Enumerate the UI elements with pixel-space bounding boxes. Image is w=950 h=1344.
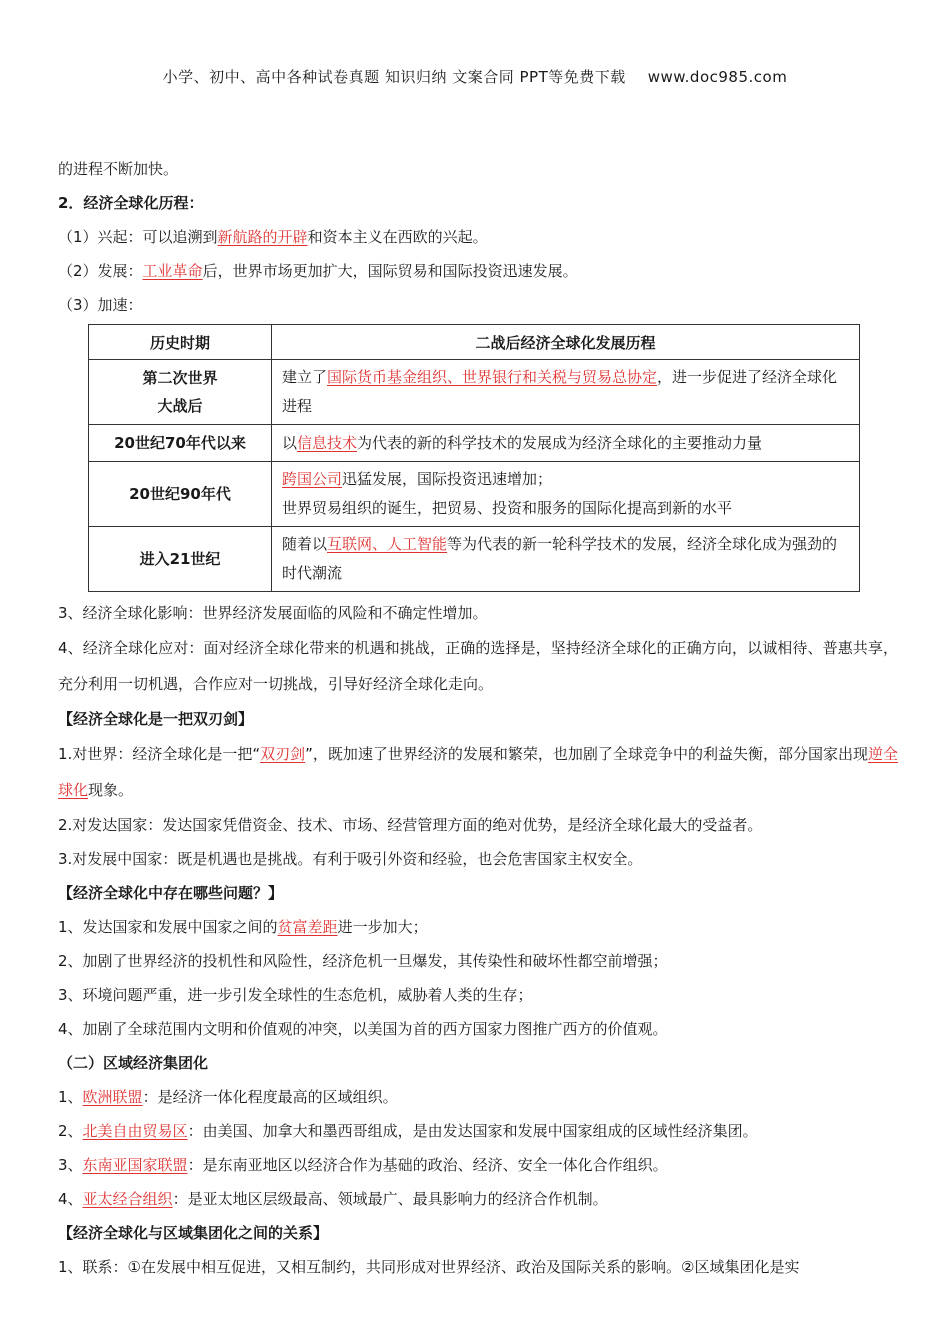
table-row — [89, 462, 860, 527]
problem-item: 4、加剧了全球范围内文明和价值观的冲突，以美国为首的西方国家力图推广西方的价值观。 — [58, 1020, 668, 1038]
keyword: 双刃剑 — [260, 745, 306, 763]
keyword: 北美自由贸易区 — [82, 1122, 188, 1140]
regional-item: 2、北美自由贸易区：由美国、加拿大和墨西哥组成，是由发达国家和发展中国家组成的区域性经济集团。 — [58, 1122, 758, 1140]
keyword: 工业革命 — [142, 262, 203, 280]
postwar-globalization-table — [88, 324, 860, 592]
table-row — [89, 527, 860, 592]
header-url[interactable]: www.doc985.com — [647, 68, 788, 86]
double-edged-title: 【经济全球化是一把双刃剑】 — [58, 710, 254, 728]
table-header-period: 历史时期 — [89, 325, 272, 360]
desc-cell: 跨国公司迅猛发展，国际投资迅速增加； 世界贸易组织的诞生，把贸易、投资和服务的国际化提高到新的水平 — [272, 462, 860, 527]
keyword: 跨国公司 — [282, 470, 343, 488]
relation-title: 【经济全球化与区域集团化之间的关系】 — [58, 1224, 329, 1242]
keyword: 信息技术 — [297, 433, 358, 452]
page-header — [0, 66, 950, 87]
table-header-row — [89, 325, 860, 360]
keyword: 国际货币基金组织、世界银行和关税与贸易总协定 — [327, 368, 658, 386]
problem-item: 1、发达国家和发展中国家之间的贫富差距进一步加大； — [58, 918, 428, 936]
regional-item: 4、亚太经合组织：是亚太地区层级最高、领域最广、最具影响力的经济合作机制。 — [58, 1190, 608, 1208]
intro-tail: 的进程不断加快。 — [58, 160, 179, 178]
desc-cell: 建立了国际货币基金组织、世界银行和关税与贸易总协定，进一步促进了经济全球化进程 — [272, 360, 860, 425]
problem-item: 2、加剧了世界经济的投机性和风险性，经济危机一旦爆发，其传染性和破坏性都空前增强； — [58, 952, 668, 970]
history-accelerate: （3）加速： — [58, 296, 143, 314]
desc-cell: 随着以互联网、人工智能等为代表的新一轮科学技术的发展，经济全球化成为强劲的时代潮流 — [272, 527, 860, 592]
history-rise: （1）兴起：可以追溯到新航路的开辟和资本主义在西欧的兴起。 — [58, 228, 488, 246]
problem-item: 3、环境问题严重，进一步引发全球性的生态危机，威胁着人类的生存； — [58, 986, 533, 1004]
period-cell: 第二次世界 大战后 — [89, 360, 272, 425]
keyword: 新航路的开辟 — [217, 228, 308, 246]
header-text: 小学、初中、高中各种试卷真题 知识归纳 文案合同 PPT等免费下载 — [162, 68, 626, 86]
section-4-response: 4、经济全球化应对：面对经济全球化带来的机遇和挑战，正确的选择是，坚持经济全球化的正确方向，以诚相待、普惠共享，充分利用一切机遇，合作应对一切挑战，引导好经济全球化走向。 — [58, 639, 898, 693]
section-3-impact: 3、经济全球化影响：世界经济发展面临的风险和不确定性增加。 — [58, 604, 488, 622]
table-row — [89, 360, 860, 425]
period-cell: 20世纪90年代 — [89, 462, 272, 527]
regional-item: 1、欧洲联盟：是经济一体化程度最高的区域组织。 — [58, 1088, 398, 1106]
keyword: 互联网、人工智能 — [327, 535, 448, 553]
desc-cell: 以信息技术为代表的新的科学技术的发展成为经济全球化的主要推动力量 — [272, 425, 860, 462]
regional-item: 3、东南亚国家联盟：是东南亚地区以经济合作为基础的政治、经济、安全一体化合作组织。 — [58, 1156, 668, 1174]
keyword: 贫富差距 — [277, 918, 338, 936]
section-2-title: 2．经济全球化历程： — [58, 194, 204, 212]
double-edged-developed: 2.对发达国家：发达国家凭借资金、技术、市场、经营管理方面的绝对优势，是经济全球化最大的受益者。 — [58, 816, 763, 834]
keyword: 欧洲联盟 — [82, 1088, 143, 1106]
table-header-process: 二战后经济全球化发展历程 — [272, 325, 860, 360]
double-edged-world: 1.对世界：经济全球化是一把“双刃剑”，既加速了世界经济的发展和繁荣，也加剧了全球竞争中的利益失衡，部分国家出现逆全球化现象。 — [58, 745, 898, 799]
regional-title: （二）区域经济集团化 — [58, 1054, 209, 1072]
document-body — [58, 152, 898, 1284]
problems-title: 【经济全球化中存在哪些问题？】 — [58, 884, 284, 902]
keyword: 逆全球化 — [58, 745, 898, 799]
period-cell: 进入21世纪 — [89, 527, 272, 592]
keyword: 亚太经合组织 — [82, 1190, 173, 1208]
period-cell: 20世纪70年代以来 — [89, 425, 272, 462]
relation-item: 1、联系：①在发展中相互促进，又相互制约，共同形成对世界经济、政治及国际关系的影响。②区域集团化是实 — [58, 1258, 800, 1276]
double-edged-developing: 3.对发展中国家：既是机遇也是挑战。有利于吸引外资和经验，也会危害国家主权安全。 — [58, 850, 643, 868]
table-row — [89, 425, 860, 462]
history-develop: （2）发展：工业革命后，世界市场更加扩大，国际贸易和国际投资迅速发展。 — [58, 262, 578, 280]
keyword: 东南亚国家联盟 — [82, 1156, 188, 1174]
